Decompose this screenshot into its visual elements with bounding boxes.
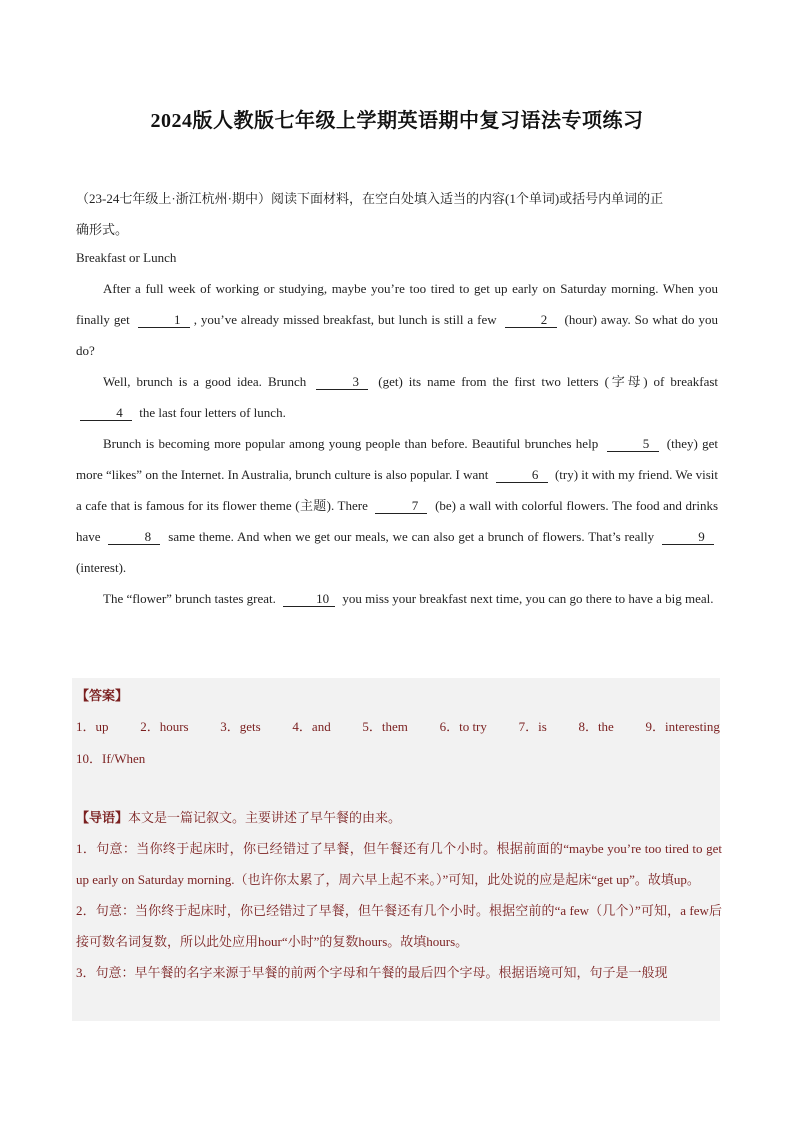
answer-item: 8．the <box>578 719 614 734</box>
answer-item: 1．up <box>76 719 109 734</box>
blank-2: 2 <box>505 313 557 328</box>
passage-text: (hour) away. So what do you do? <box>76 312 718 358</box>
blank-4: 4 <box>80 406 132 421</box>
paragraph-3 <box>76 428 718 583</box>
paragraph-2 <box>76 366 718 428</box>
passage-text: Well, brunch is a good idea. Brunch <box>103 374 307 389</box>
guide-intro: 本文是一篇记叙文。主要讲述了早午餐的由来。 <box>128 810 402 825</box>
passage-text: (be) a wall with colorful flowers. The food and drinks have <box>76 498 719 544</box>
blank-3: 3 <box>316 375 368 390</box>
passage-text: , you’ve already missed breakfast, but lunch is still a few <box>193 312 497 327</box>
passage <box>76 273 718 614</box>
passage-text: you miss your breakfast next time, you can go there to have a big meal. <box>342 591 714 606</box>
guide-label: 【导语】 <box>76 810 129 825</box>
passage-text: Brunch is becoming more popular among young people than before. Beautiful brunches help <box>103 436 599 451</box>
answer-list <box>76 716 720 735</box>
passage-text: The “flower” brunch tastes great. <box>103 591 276 606</box>
blank-8: 8 <box>108 530 160 545</box>
passage-text: (get) its name from the first two letters (字母) of breakfast <box>378 374 719 389</box>
blank-9: 9 <box>662 530 714 545</box>
passage-text: (they) get more “likes” on the Internet. In Australia, brunch culture is also popular. I want <box>76 436 719 482</box>
instructions-line-2: 确形式。 <box>76 222 129 237</box>
explanation-2: 2．句意：当你终于起床时，你已经错过了早餐，但午餐还有几个小时。根据空前的“a few（几个）”可知，a few后接可数名词复数，所以此处应用hour“小时”的复数hours。故填hours。 <box>76 903 722 949</box>
guide-section <box>76 802 722 988</box>
answer-item: 6．to try <box>439 719 487 734</box>
answer-item: 9．interesting <box>645 719 720 734</box>
passage-text: (try) it with my friend. We visit a cafe that is famous for its flower theme (主题). There <box>76 467 718 513</box>
passage-title: Breakfast or Lunch <box>76 250 177 265</box>
passage-text: same theme. And when we get our meals, we can also get a brunch of flowers. That’s really <box>168 529 655 544</box>
answer-item: 2．hours <box>140 719 189 734</box>
passage-text: After a full week of working or studying, maybe you’re too tired to get up early on Saturday morning. When you finally get <box>76 281 718 327</box>
explanation-1: 1．句意：当你终于起床时，你已经错过了早餐，但午餐还有几个小时。根据前面的“maybe you’re too tired to get up early on Saturday morning.（也许你太累了，周六早上起不来。）”可知，此处说的应是起床“get up”。故填up。 <box>76 841 722 887</box>
guide-intro-line <box>76 802 722 833</box>
answer-item: 3．gets <box>220 719 261 734</box>
blank-6: 6 <box>496 468 548 483</box>
passage-text: (interest). <box>76 560 127 575</box>
passage-text: the last four letters of lunch. <box>139 405 286 420</box>
blank-10: 10 <box>283 592 335 607</box>
answer-label: 【答案】 <box>76 688 129 703</box>
page-title: 2024版人教版七年级上学期英语期中复习语法专项练习 <box>150 110 644 132</box>
explanation-3: 3．句意：早午餐的名字来源于早餐的前两个字母和午餐的最后四个字母。根据语境可知，句子是一般现 <box>76 965 668 980</box>
answer-item: 5．them <box>362 719 408 734</box>
paragraph-1 <box>76 273 718 366</box>
answer-item: 7．is <box>518 719 547 734</box>
instructions <box>76 183 718 245</box>
blank-5: 5 <box>607 437 659 452</box>
paragraph-4 <box>76 583 718 614</box>
blank-1: 1 <box>138 313 190 328</box>
answer-item: 4．and <box>292 719 331 734</box>
instructions-line-1: （23-24七年级上·浙江杭州·期中）阅读下面材料，在空白处填入适当的内容(1个单词)或括号内单词的正 <box>76 191 664 206</box>
answer-item-10: 10．If/When <box>76 751 146 766</box>
blank-7: 7 <box>375 499 427 514</box>
